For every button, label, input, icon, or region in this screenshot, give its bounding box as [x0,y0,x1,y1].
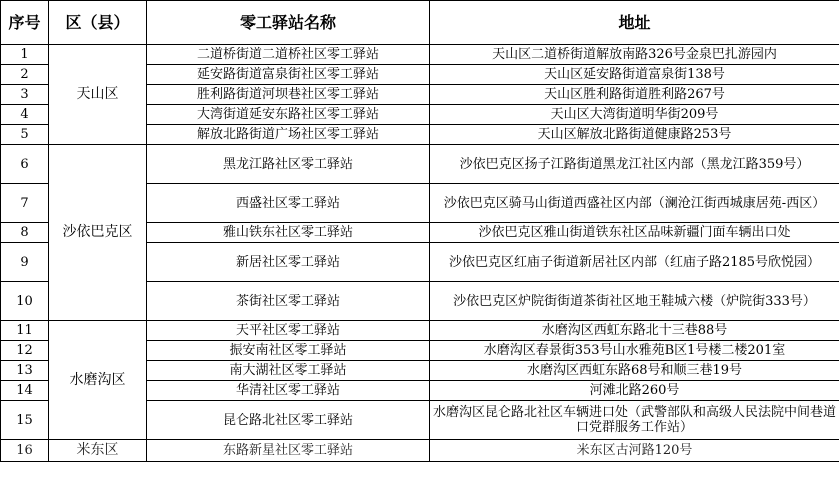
row-seq: 11 [1,321,49,341]
station-name: 胜利路街道河坝巷社区零工驿站 [147,85,430,105]
row-seq: 14 [1,381,49,401]
row-seq: 6 [1,145,49,184]
station-name: 振安南社区零工驿站 [147,341,430,361]
district-cell: 沙依巴克区 [49,145,147,321]
station-address: 水磨沟区西虹东路北十三巷88号 [430,321,839,341]
header-seq: 序号 [1,1,49,45]
district-cell: 米东区 [49,440,147,462]
station-address: 天山区胜利路街道胜利路267号 [430,85,839,105]
row-seq: 2 [1,65,49,85]
station-address: 河滩北路260号 [430,381,839,401]
station-name: 黑龙江路社区零工驿站 [147,145,430,184]
district-cell: 水磨沟区 [49,321,147,440]
station-address: 天山区延安路街道富泉街138号 [430,65,839,85]
station-address: 沙依巴克区红庙子街道新居社区内部（红庙子路2185号欣悦园） [430,243,839,282]
station-address: 水磨沟区春景街353号山水雅苑B区1号楼二楼201室 [430,341,839,361]
station-address: 水磨沟区西虹东路68号和顺三巷19号 [430,361,839,381]
station-name: 华清社区零工驿站 [147,381,430,401]
table-row [1,321,839,341]
row-seq: 15 [1,401,49,440]
station-address: 天山区大湾街道明华街209号 [430,105,839,125]
row-seq: 7 [1,184,49,223]
station-name: 延安路街道富泉街社区零工驿站 [147,65,430,85]
station-address: 米东区古河路120号 [430,440,839,462]
header-address: 地址 [430,1,839,45]
station-address: 沙依巴克区扬子江路街道黑龙江社区内部（黑龙江路359号） [430,145,839,184]
station-name: 雅山铁东社区零工驿站 [147,223,430,243]
header-district: 区（县） [49,1,147,45]
station-address: 沙依巴克区骑马山街道西盛社区内部（澜沧江街西城康居苑-西区） [430,184,839,223]
district-cell: 天山区 [49,45,147,145]
row-seq: 3 [1,85,49,105]
row-seq: 5 [1,125,49,145]
station-address: 水磨沟区昆仑路北社区车辆进口处（武警部队和高级人民法院中间巷道口党群服务工作站） [430,401,839,440]
row-seq: 4 [1,105,49,125]
station-address: 沙依巴克区炉院街街道茶街社区地王鞋城六楼（炉院街333号） [430,282,839,321]
station-name: 新居社区零工驿站 [147,243,430,282]
row-seq: 12 [1,341,49,361]
row-seq: 8 [1,223,49,243]
station-name: 南大湖社区零工驿站 [147,361,430,381]
station-name: 西盛社区零工驿站 [147,184,430,223]
station-address: 天山区二道桥街道解放南路326号金泉巴扎游园内 [430,45,839,65]
row-seq: 16 [1,440,49,462]
table-row [1,440,839,462]
table-row [1,145,839,184]
row-seq: 1 [1,45,49,65]
header-name: 零工驿站名称 [147,1,430,45]
row-seq: 10 [1,282,49,321]
row-seq: 13 [1,361,49,381]
header-row [1,1,839,45]
station-name: 昆仑路北社区零工驿站 [147,401,430,440]
station-name: 大湾街道延安东路社区零工驿站 [147,105,430,125]
station-name: 解放北路街道广场社区零工驿站 [147,125,430,145]
station-name: 茶街社区零工驿站 [147,282,430,321]
station-name: 天平社区零工驿站 [147,321,430,341]
station-address: 沙依巴克区雅山街道铁东社区品味新疆门面车辆出口处 [430,223,839,243]
table-row [1,45,839,65]
station-name: 东路新星社区零工驿站 [147,440,430,462]
row-seq: 9 [1,243,49,282]
station-address: 天山区解放北路街道健康路253号 [430,125,839,145]
station-name: 二道桥街道二道桥社区零工驿站 [147,45,430,65]
